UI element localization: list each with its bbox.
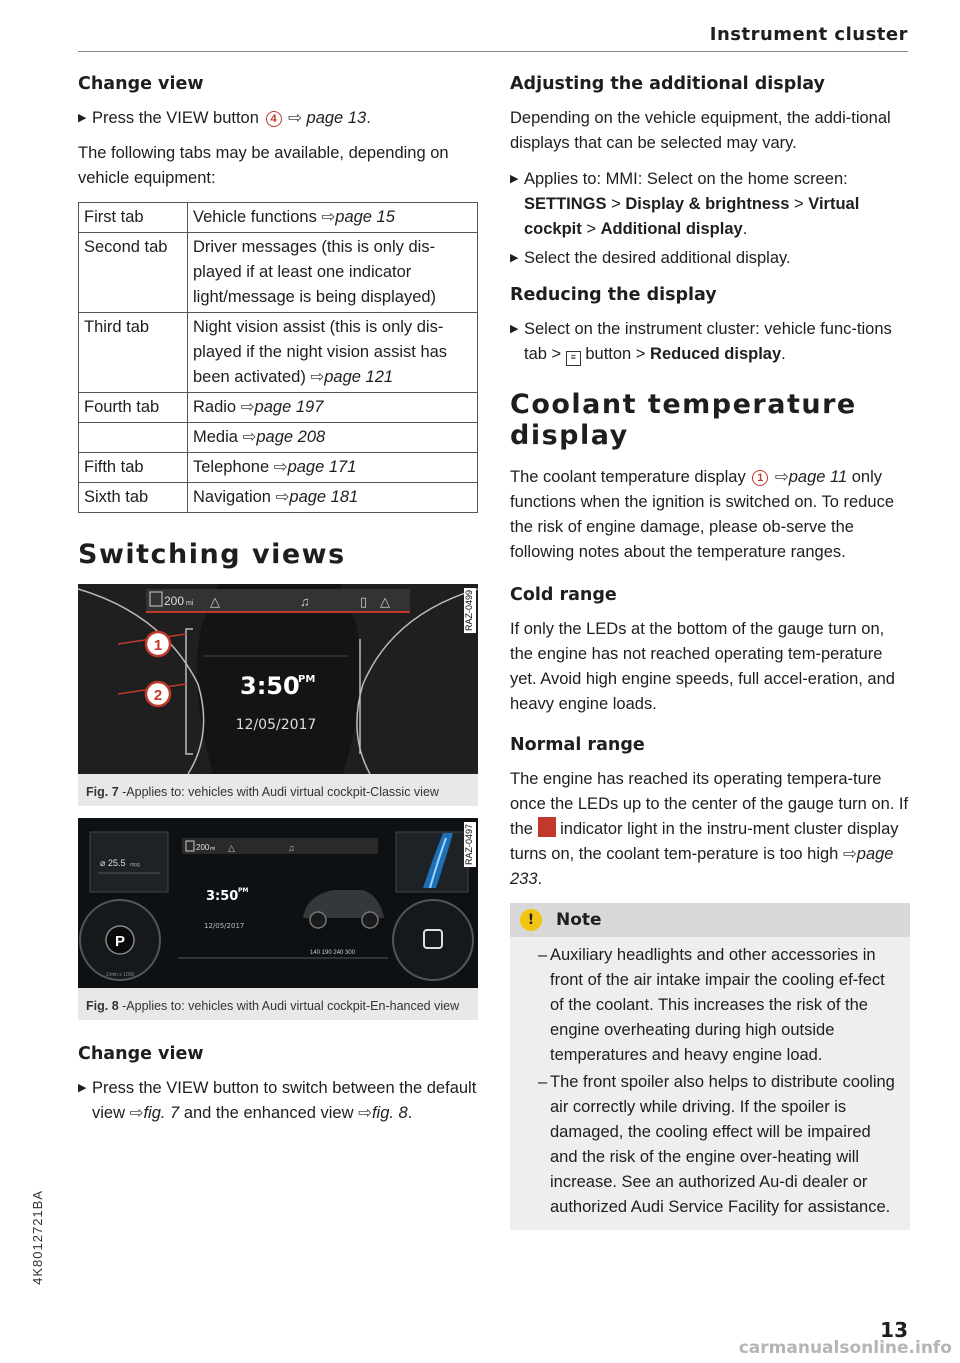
table-row [79, 483, 478, 513]
figure-code: RAZ-0499 [464, 590, 474, 632]
watermark: carmanualsonline.info [738, 1338, 952, 1358]
classic-view-image [78, 584, 478, 774]
gear-indicator: P [114, 933, 126, 950]
dash-bullet: – [538, 946, 548, 964]
tab-description-cell: Driver messages (this is only dis-played if at least one indicator light/message is being displayed) [188, 233, 478, 313]
clock-date: 12/05/2017 [235, 717, 317, 733]
figure-8-caption: Fig. 8 -Applies to: vehicles with Audi virtual cockpit-En-hanced view [86, 999, 460, 1013]
svg-text:△: △ [228, 843, 235, 853]
callout-1: 1 [153, 637, 163, 654]
step-arrow-icon: ▶ [78, 1082, 87, 1094]
enhanced-view-image [78, 818, 478, 988]
arrow-right-icon: ⇨ [842, 845, 857, 863]
header-title: Instrument cluster [709, 24, 908, 45]
change-view-heading: Change view [78, 74, 204, 94]
coolant-body: The coolant temperature display 1 ⇨page 11 only functions when the ignition is switched on. To reduce the risk of engine damage, please ob-serve the following notes about the temperature ranges. [510, 468, 895, 561]
speed-scale: 140 190 240 300 [310, 950, 356, 956]
phone-icon: ▯ [360, 594, 368, 609]
change-view-intro: The following tabs may be available, depending on vehicle equipment: [78, 144, 449, 187]
page-link[interactable]: page 11 [788, 468, 848, 486]
coolant-heading: Coolant temperature display [510, 389, 857, 451]
page-link[interactable]: page 208 [256, 428, 326, 446]
arrow-right-icon: ⇨ [269, 458, 288, 476]
tab-name-cell: First tab [79, 203, 188, 233]
tab-description-cell: Media ⇨page 208 [188, 423, 478, 453]
range-readout: 200 [164, 594, 185, 608]
switching-views-heading: Switching views [78, 539, 346, 570]
svg-text:mi: mi [210, 846, 216, 852]
reducing-heading: Reducing the display [510, 285, 717, 305]
callout-2: 2 [153, 687, 163, 704]
tabs-table [78, 202, 478, 513]
arrow-right-icon: ⇨ [358, 1104, 372, 1122]
figure-7 [78, 584, 478, 806]
tab-description-cell: Navigation ⇨page 181 [188, 483, 478, 513]
note-box [510, 903, 910, 1230]
menu-button-icon: ≡ [566, 351, 581, 366]
adjusting-body: Depending on the vehicle equipment, the addi-tional displays that can be selected may vary. [510, 109, 891, 152]
tab-name-cell: Third tab [79, 313, 188, 393]
note-item: – Auxiliary headlights and other accessories in front of the air intake impair the cooling ef-fect of the coolant. This increases the risk of the engine overheating during high outside temperatures and heavy engine load. [522, 943, 898, 1068]
svg-text:mpg: mpg [130, 862, 140, 868]
range-readout: 200 [196, 843, 210, 852]
arrow-right-icon: ⇨ [237, 428, 257, 446]
note-header: ! Note [510, 903, 910, 937]
arrow-right-icon: ⇨ [270, 488, 290, 506]
cockpit-enhanced-illustration [78, 818, 478, 988]
table-row [79, 313, 478, 393]
figure-8 [78, 818, 478, 1020]
arrow-right-icon: ⇨ [288, 109, 302, 127]
page-link[interactable]: page 121 [324, 368, 394, 386]
reducing-step: ▶ Select on the instrument cluster: vehicle func-tions tab > ≡ button > Reduced display. [510, 317, 910, 367]
callout-number: 4 [266, 111, 282, 127]
nav-icon: △ [380, 594, 390, 609]
tab-name-cell: Fifth tab [79, 453, 188, 483]
table-row [79, 233, 478, 313]
normal-range-body: The engine has reached its operating tempera-ture once the LEDs up to the center of the gauge turn on. If the indicator light in the instru-ment cluster display turns on, the coolant tem-perature is too high ⇨page 233. [510, 770, 909, 888]
svg-text:mi: mi [186, 600, 194, 607]
tab-name-cell: Sixth tab [79, 483, 188, 513]
step-arrow-icon: ▶ [510, 252, 519, 264]
tab-description-cell: Vehicle functions ⇨page 15 [188, 203, 478, 233]
callout-number: 1 [752, 470, 768, 486]
arrow-right-icon: ⇨ [305, 368, 325, 386]
tab-name-cell [79, 423, 188, 453]
arrow-right-icon: ⇨ [236, 398, 255, 416]
coolant-warning-icon [538, 817, 556, 837]
left-column [78, 74, 478, 1130]
note-info-icon: ! [520, 909, 542, 931]
note-body [510, 937, 910, 1230]
page-link[interactable]: page 13 [306, 109, 367, 127]
arrow-right-icon: ⇨ [316, 208, 336, 226]
clock-time: 3:50 [206, 889, 239, 904]
fig-link[interactable]: fig. 8 [371, 1104, 408, 1122]
svg-text:♫: ♫ [288, 843, 295, 853]
svg-text:PM: PM [238, 887, 249, 894]
page-link[interactable]: page 233 [510, 845, 894, 888]
clock-date: 12/05/2017 [204, 922, 245, 930]
arrow-right-icon: ⇨ [129, 1104, 144, 1122]
table-row [79, 203, 478, 233]
step-arrow-icon: ▶ [510, 323, 519, 335]
cold-range-heading: Cold range [510, 585, 617, 605]
right-column [510, 74, 910, 1230]
page-number: 13 [880, 1318, 908, 1342]
header-rule [78, 51, 908, 52]
svg-text:1/min x 1000: 1/min x 1000 [105, 972, 135, 978]
page-link[interactable]: page 15 [335, 208, 395, 226]
fig-link[interactable]: fig. 7 [143, 1104, 180, 1122]
step-arrow-icon: ▶ [510, 173, 519, 185]
adjusting-step-2: ▶ Select the desired additional display. [510, 246, 910, 271]
normal-range-heading: Normal range [510, 735, 645, 755]
note-item: – The front spoiler also helps to distribute cooling air correctly while driving. If the spoiler is damaged, the cooling effect will be impaired and the risk of the engine over-heating will increase. See an authorized Au-di dealer or authorized Audi Service Facility for assistance. [522, 1070, 898, 1220]
figure-code: RAZ-0497 [464, 824, 474, 866]
change-view-step: ▶ Press the VIEW button 4 ⇨ page 13. [78, 106, 478, 131]
table-row [79, 453, 478, 483]
svg-text:⌀: ⌀ [100, 858, 106, 868]
tab-description-cell: Radio ⇨page 197 [188, 393, 478, 423]
dash-bullet: – [538, 1073, 548, 1091]
tab-name-cell: Second tab [79, 233, 188, 313]
arrow-right-icon: ⇨ [774, 468, 789, 486]
step-arrow-icon: ▶ [78, 112, 87, 124]
tab-name-cell: Fourth tab [79, 393, 188, 423]
change-view-heading-2: Change view [78, 1044, 204, 1064]
figure-7-caption: Fig. 7 -Applies to: vehicles with Audi virtual cockpit-Classic view [86, 785, 439, 799]
page-link[interactable]: page 197 [254, 398, 324, 416]
cold-range-body: If only the LEDs at the bottom of the gauge turn on, the engine has not reached operating tem-perature yet. Avoid high engine speeds, full accel-eration, and heavy engine loads. [510, 620, 895, 713]
svg-text:PM: PM [298, 674, 316, 685]
clock-time: 3:50 [240, 672, 300, 700]
page-link[interactable]: page 181 [289, 488, 359, 506]
table-row [79, 423, 478, 453]
change-view-step-2: ▶ Press the VIEW button to switch between the default view ⇨fig. 7 and the enhanced view ⇨fig. 8. [78, 1076, 478, 1126]
tab-description-cell: Night vision assist (this is only dis-played if the night vision assist has been activated) ⇨page 121 [188, 313, 478, 393]
music-icon: ♫ [300, 594, 310, 609]
warning-icon: △ [210, 594, 220, 609]
adjusting-step-1: ▶ Applies to: MMI: Select on the home screen: SETTINGS > Display & brightness > Virtual cockpit > Additional display. [510, 167, 910, 242]
tab-description-cell: Telephone ⇨page 171 [188, 453, 478, 483]
cockpit-classic-illustration [78, 584, 478, 774]
page-link[interactable]: page 171 [287, 458, 357, 476]
table-row [79, 393, 478, 423]
mpg-readout: 25.5 [108, 858, 126, 868]
document-code: 4K8012721BA [30, 1190, 45, 1285]
adjusting-heading: Adjusting the additional display [510, 74, 825, 94]
